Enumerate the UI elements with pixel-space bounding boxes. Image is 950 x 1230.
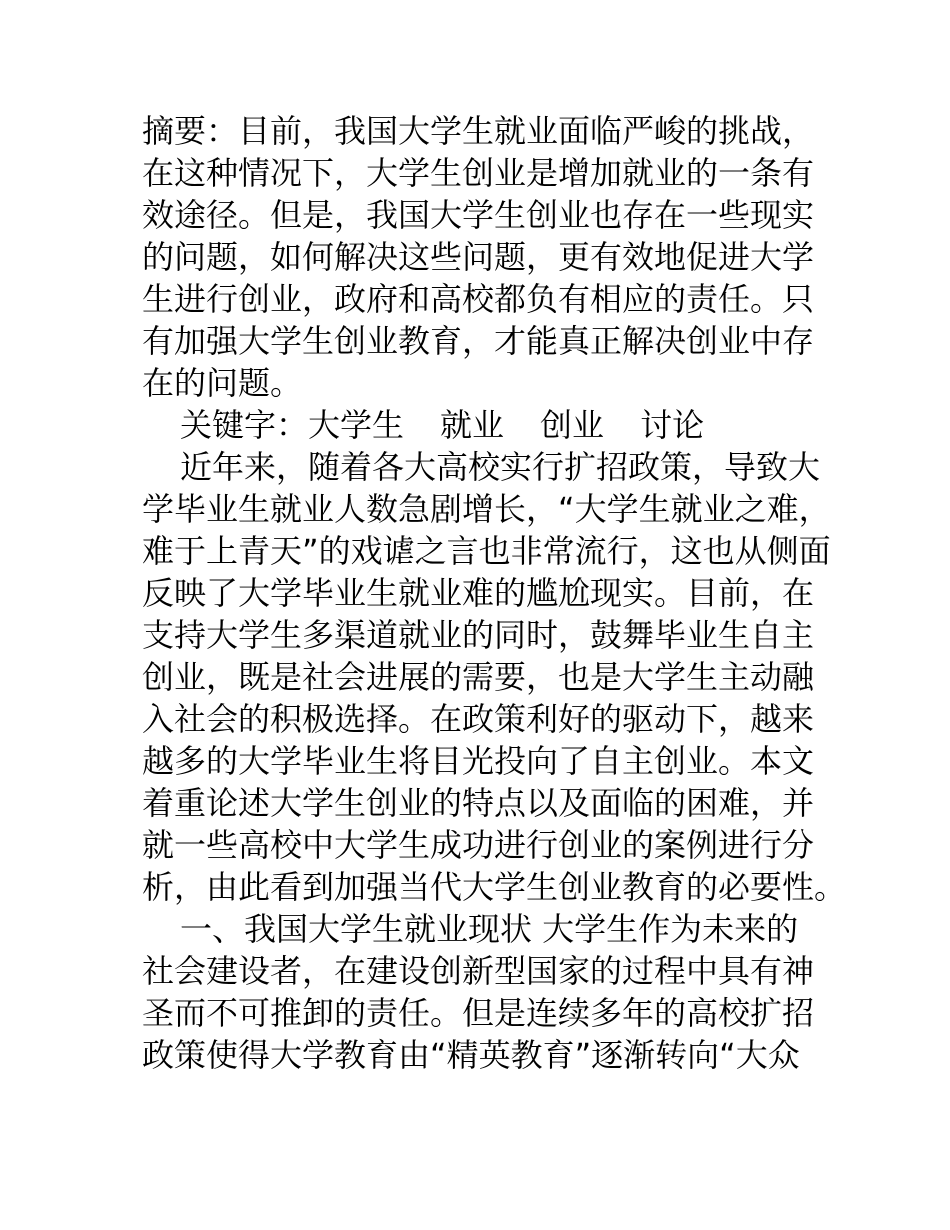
keyword: 讨论 [640, 406, 705, 444]
body-line: 支持大学生多渠道就业的同时，鼓舞毕业生自主 [142, 616, 815, 654]
keywords-label: 关键字： [180, 406, 309, 444]
keyword: 大学生 [308, 406, 405, 444]
body-line: 反映了大学毕业生就业难的尴尬现实。目前，在 [142, 574, 815, 612]
body-line: 近年来，随着各大高校实行扩招政策，导致大 [180, 448, 821, 486]
body-line: 政策使得大学教育由“精英教育”逐渐转向“大众 [142, 1036, 800, 1074]
abstract-line: 在的问题。 [142, 364, 303, 402]
abstract-line: 生进行创业，政府和高校都负有相应的责任。只 [142, 280, 815, 318]
section-heading-line: 一、我国大学生就业现状 大学生作为未来的 [180, 910, 799, 948]
abstract-line: 的问题，如何解决这些问题，更有效地促进大学 [142, 238, 815, 276]
keyword: 就业 [440, 406, 505, 444]
document-body [142, 110, 847, 1076]
body-line: 着重论述大学生创业的特点以及面临的困难，并 [142, 784, 815, 822]
body-line: 社会建设者，在建设创新型国家的过程中具有神 [142, 952, 815, 990]
abstract-line: 在这种情况下，大学生创业是增加就业的一条有 [142, 154, 815, 192]
body-line: 入社会的积极选择。在政策利好的驱动下，越来 [142, 700, 815, 738]
body-line: 创业，既是社会进展的需要，也是大学生主动融 [142, 658, 815, 696]
body-line: 圣而不可推卸的责任。但是连续多年的高校扩招 [142, 994, 815, 1032]
body-line: 学毕业生就业人数急剧增长，“大学生就业之难， [142, 490, 831, 528]
abstract-line: 有加强大学生创业教育，才能真正解决创业中存 [142, 322, 815, 360]
body-line: 就一些高校中大学生成功进行创业的案例进行分 [142, 826, 815, 864]
body-line: 难于上青天”的戏谑之言也非常流行，这也从侧面 [142, 532, 831, 570]
abstract-line: 效途径。但是，我国大学生创业也存在一些现实 [142, 196, 815, 234]
keyword: 创业 [540, 406, 605, 444]
body-line: 越多的大学毕业生将目光投向了自主创业。本文 [142, 742, 815, 780]
keywords-line [142, 404, 822, 446]
body-line: 析，由此看到加强当代大学生创业教育的必要性。 [142, 868, 847, 906]
abstract-line: 摘要：目前，我国大学生就业面临严峻的挑战， [142, 112, 815, 150]
